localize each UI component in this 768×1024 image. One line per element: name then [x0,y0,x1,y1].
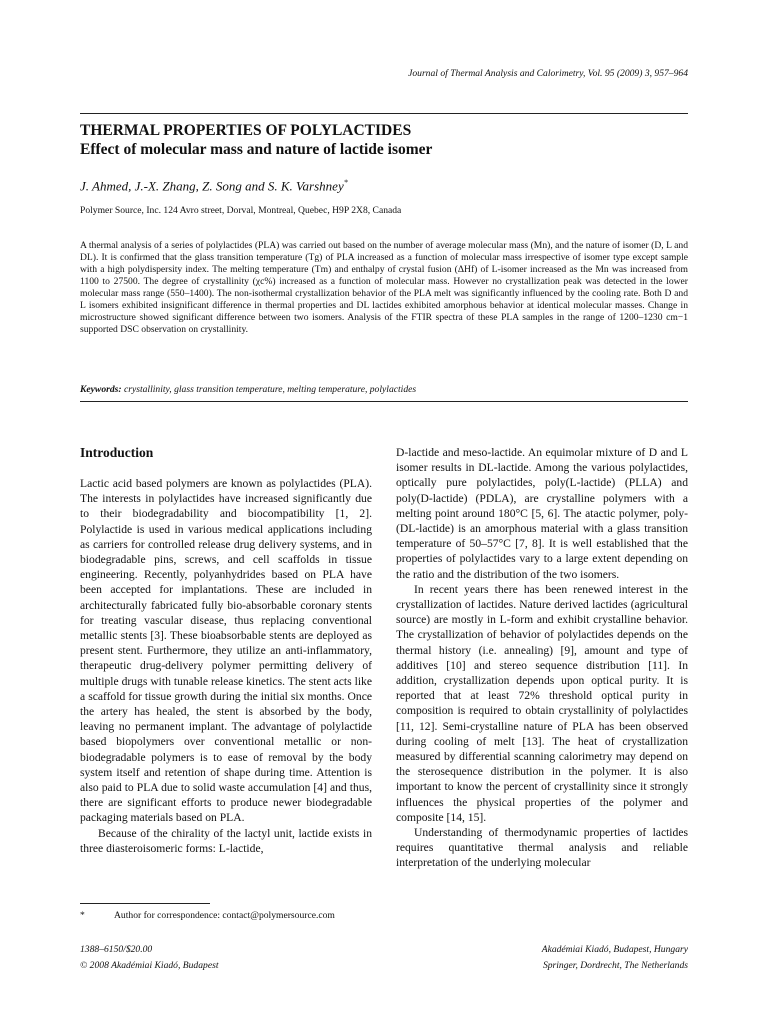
issn-price: 1388–6150/$20.00 [80,944,153,955]
paragraph: Because of the chirality of the lactyl unit, lactide exists in three diasteroisomeric forms: L-lactide, [80,826,372,855]
footnote-text: Author for correspondence: contact@polymersource.com [114,910,335,921]
affiliation: Polymer Source, Inc. 124 Avro street, Dorval, Montreal, Quebec, H9P 2X8, Canada [80,205,402,216]
author-names: J. Ahmed, J.-X. Zhang, Z. Song and S. K. Varshney [80,178,344,194]
footnote-mark: * [80,910,85,921]
header-rule [80,113,688,114]
section-heading-introduction: Introduction [80,445,154,460]
title-block [80,121,432,159]
paragraph: In recent years there has been renewed interest in the crystallization of lactides. Nature derived lactides (agricultural source) are mostly in L-form and exhibit crystalline behavior. The crystallization of behavior of polylactides depends on the thermal history (i.e. annealing) [9], amount and type of additives [10] and stereo sequence distribution [11]. In addition, crystallization depends upon optical purity. It is reported that at least 72% threshold optical purity in composition is required to obtain crystallinity of polylactides [11, 12]. Semi-crystalline nature of PLA has been observed during cooling of melt [13]. The heat of crystallization measured by differential scanning calorimetry may depend on the sterosequence distribution in the polymer. It is also important to know the percent of crystallinity since it strongly influences the physical properties of the polymer and composite [14, 15]. [396,582,688,824]
paragraph: Lactic acid based polymers are known as polylactides (PLA). The interests in polylactides have increased significantly due to their biodegradability and biocompatibility [1, 2]. Polylactide is used in various medical applications including as carriers for controlled release drug delivery systems, and in biodegradable pins, screws, and cell scaffolds in tissue engineering. Recently, polyanhydrides based on PLA have been accepted for implantations. These are included in architecturally fabricated fully bio-absorbable coronary stents for treating vascular disease, thus replacing conventional metallic stents [3]. These bioabsorbable stents are deployed as present stent. Furthermore, they utilize an anti-inflammatory, therapeutic drug-delivery polymer permitting delivery of multiple drugs with tunable release kinetics. The stent acts like a scaffold for tissue growth during the initial six months. Once the artery has healed, the stent is absorbed by the body, leaving no permanent implant. The advantage of polylactide based biopolymers over conventional metallic or non-biodegradable polymers is to ease of removal by the body system itself and retention of shape during time. Attention is also paid to PLA due to solid waste accumulation [4] and thus, there are significant efforts to produce newer biodegradable packaging materials based on PLA. [80,477,372,825]
paper-subtitle: Effect of molecular mass and nature of lactide isomer [80,141,433,158]
journal-citation: Journal of Thermal Analysis and Calorimetry, Vol. 95 (2009) 3, 957–964 [408,68,688,79]
copyright: © 2008 Akadémiai Kiadó, Budapest [80,960,219,971]
keywords-label: Keywords: [80,384,122,395]
abstract-rule [80,401,688,402]
right-column [396,445,688,871]
publisher-line-2: Springer, Dordrecht, The Netherlands [542,960,688,971]
paragraph: D-lactide and meso-lactide. An equimolar mixture of D and L isomer results in DL-lactide. Among the various polylactides, optically pure polylactides, poly(L-lactide) (PLLA) and poly(D-lactide) (PDLA), are crystalline polymers with a melting point around 180°C [5, 6]. The atactic polymer, poly-(DL-lactide) is an amorphous material with a glass transition temperature of 50–57°C [7, 8]. It is well established that the properties of polylactides vary to a large extent depending on the ratio and the distribution of the two isomers. [396,446,688,581]
footnote-rule [80,903,210,904]
author-list [80,178,348,194]
left-column [80,445,372,856]
abstract: A thermal analysis of a series of polylactides (PLA) was carried out based on the number of average molecular mass (Mn), and the nature of isomer (D, L and DL). It is confirmed that the glass transition temperature (Tg) of PLA increased as a function of molecular mass irrespective of isomer type except sample with a high polydispersity index. The melting temperature (Tm) and enthalpy of crystal fusion (ΔHf) of L-isomer increased as the Mn was increased from 1100 to 27500. The degree of crystallinity (χc%) increased as a function of molecular mass. However no crystallization peak was detected in the lower molecular mass range (550–1400). The non-isothermal crystallization behavior of the PLA melt was significantly influenced by the cooling rate. Both D and L isomers exhibited insignificant difference in thermal properties and DL lactides exhibited amorphous behavior at identical molecular masses. Change in microstructure showed significant difference between two isomers. Analysis of the FTIR spectra of these PLA samples in the range of 1200–1230 cm−1 supported DSC observation on crystallinity. [80,240,688,335]
paper-title: THERMAL PROPERTIES OF POLYLACTIDES [80,122,412,139]
publisher-line-1: Akadémiai Kiadó, Budapest, Hungary [541,944,688,955]
paper-page [80,0,688,1024]
correspondence-mark: * [343,178,348,187]
keywords [80,384,416,395]
footnote [80,910,335,921]
footer-left [80,942,218,974]
paragraph: Understanding of thermodynamic properties of lactides requires quantitative thermal analysis and reliable interpretation of the underlying molecular [396,826,688,870]
footer-right [542,942,688,974]
keywords-terms: crystallinity, glass transition temperature, melting temperature, polylactides [123,384,417,395]
